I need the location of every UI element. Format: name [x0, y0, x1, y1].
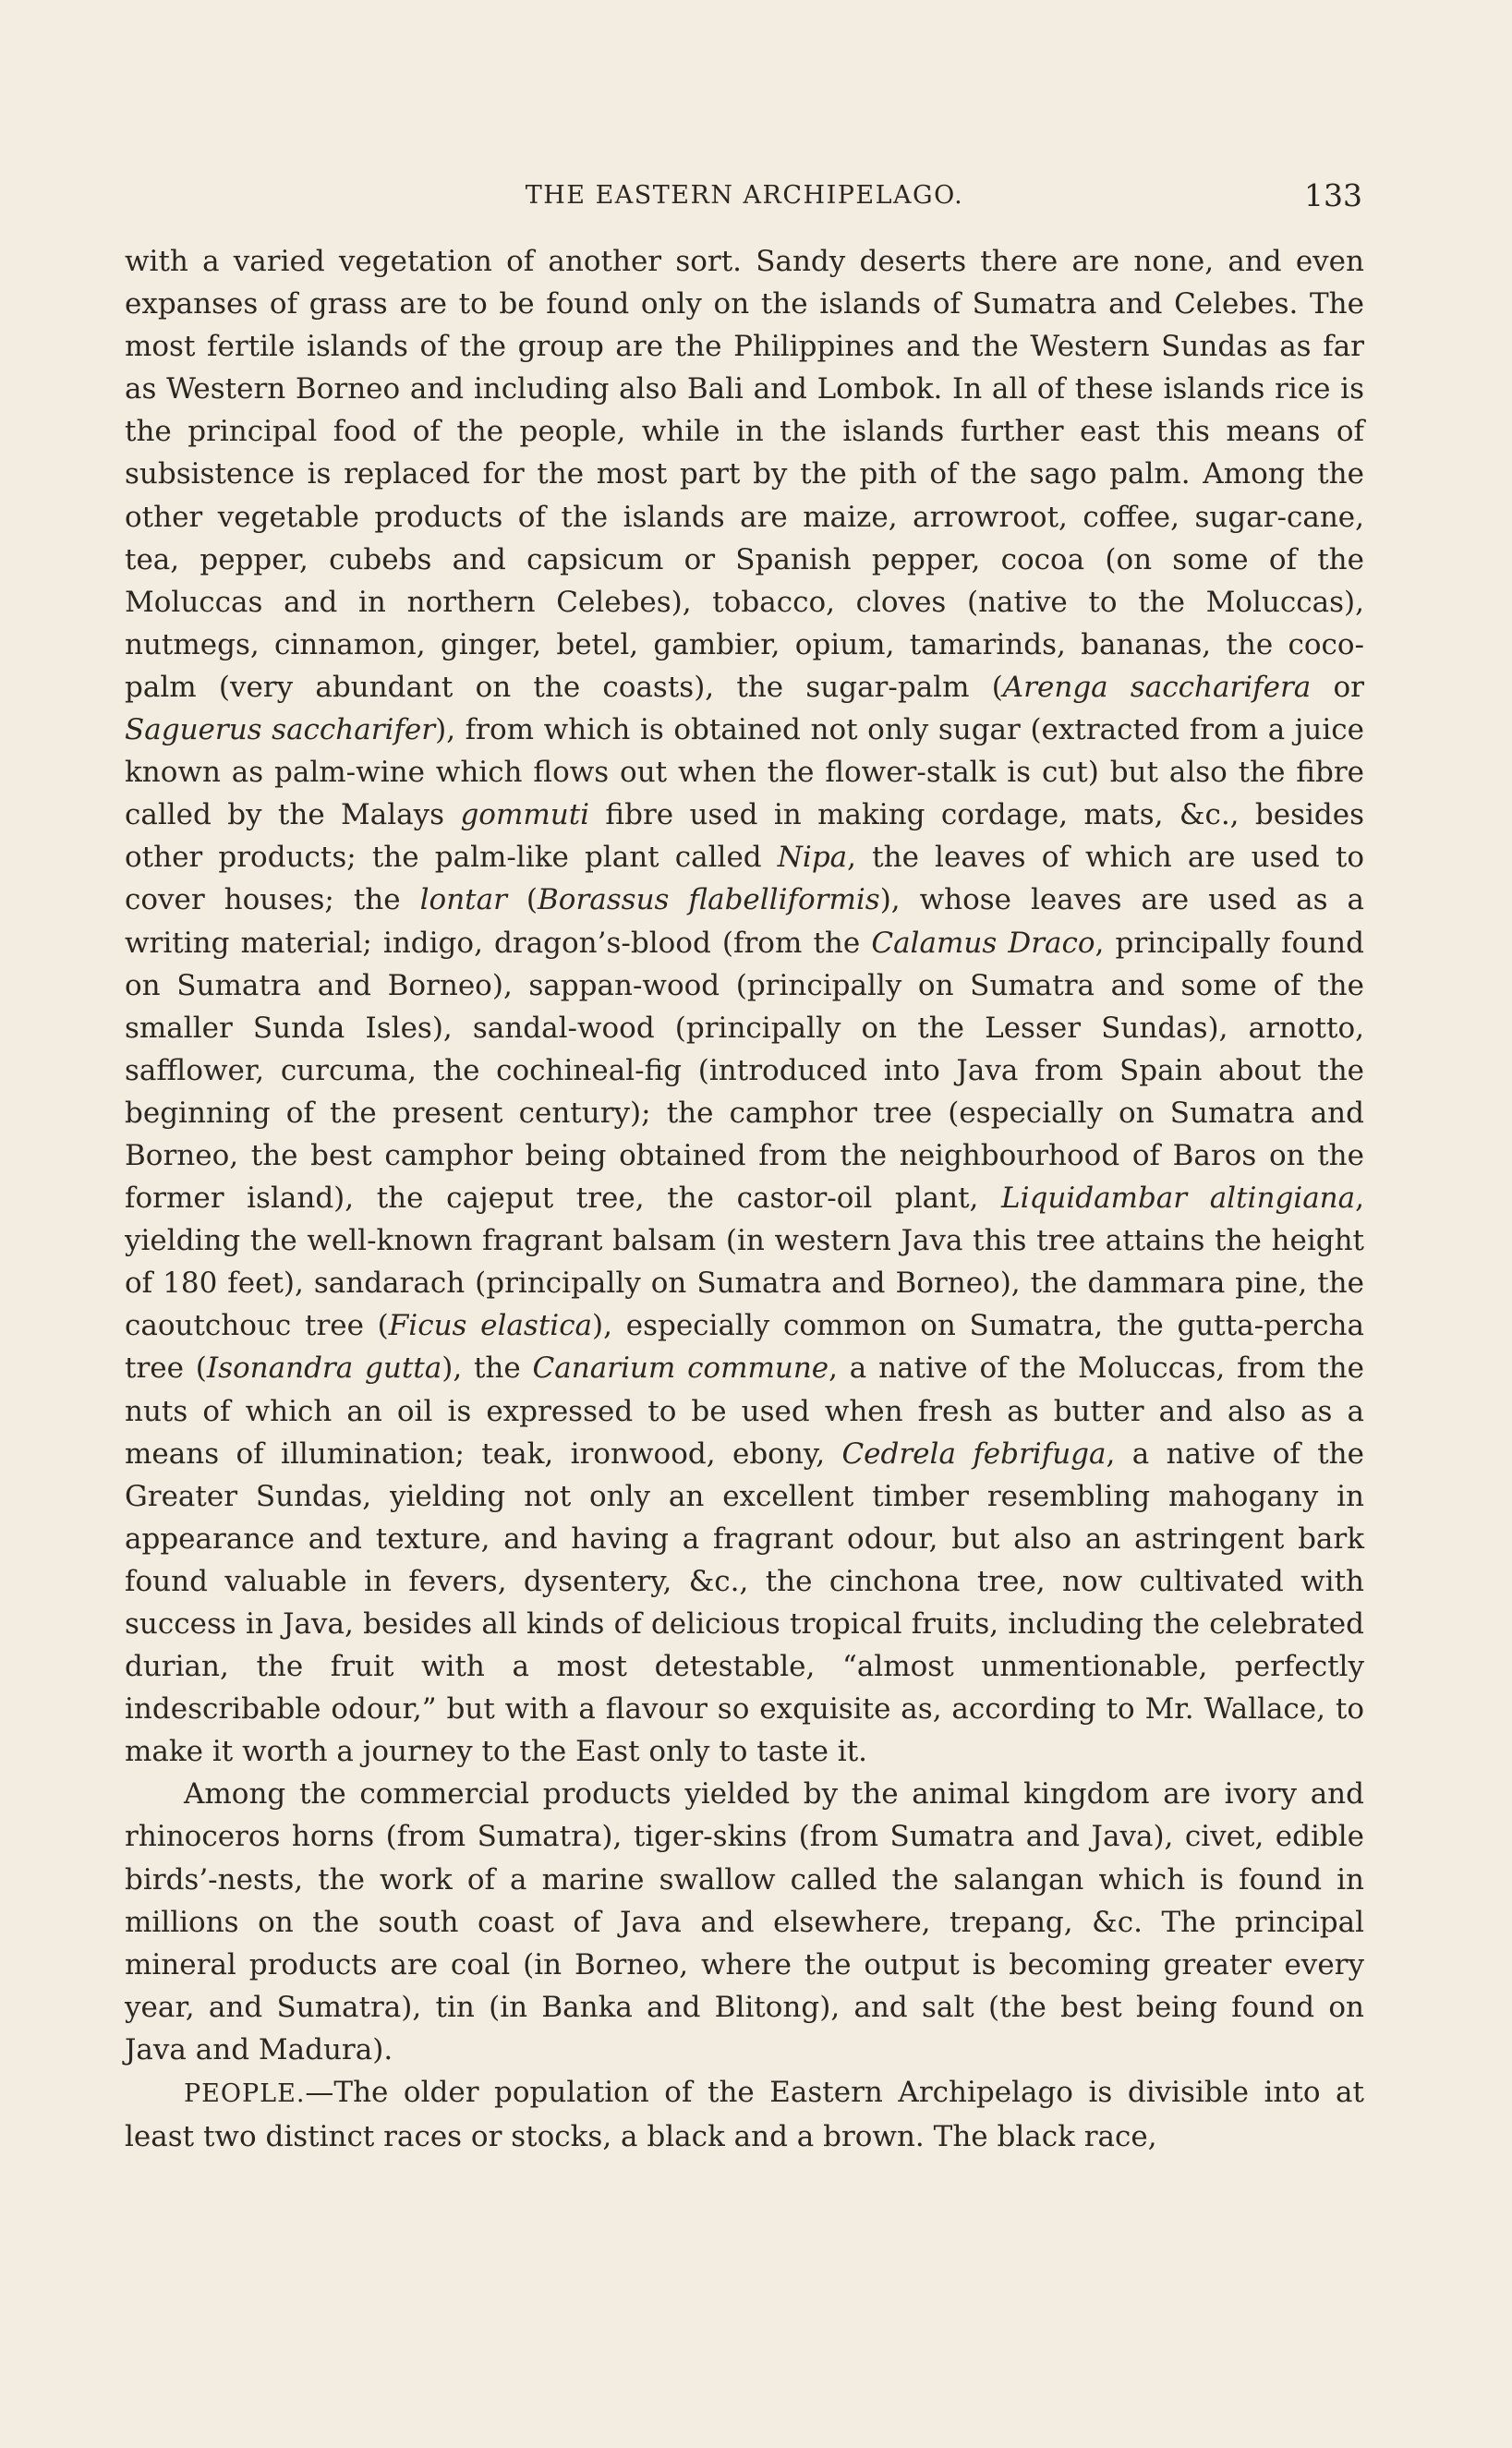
text-run: , a native of the Greater Sundas, yielding not only an excellent timber resembling mahogany in appearance and texture, and having a fragrant odour, but also an astringent bark found valuable in fevers, dysentery, &c., the cinchona tree, now cultivated with success in Java, besides all kinds of delicious tropical fruits, including the celebrated durian, the fruit with a most detestable, “almost unmentionable, perfectly indescribable odour,” but with a flavour so exquisite as, according to Mr. Wallace, to make it worth a journey to the East only to taste it. [125, 1436, 1364, 1769]
section-heading: PEOPLE. [184, 2079, 306, 2109]
text-run: ( [506, 883, 538, 917]
page-number: 133 [1304, 177, 1362, 213]
text-run: or [1311, 670, 1364, 704]
italic-term: lontar [419, 883, 507, 917]
italic-term: Arenga saccharifera [1002, 670, 1312, 704]
text-run: ), from which is obtained not only sugar (extracted from a juice known as palm-wine which flows out when the flower-stalk is cut) but also the fibre called by the Malays [125, 713, 1364, 832]
italic-term: Calamus Draco [871, 926, 1095, 960]
text-run: with a varied vegetation of another sort. Sandy deserts there are none, and even expanses of grass are to be found only on the islands of Sumatra and Celebes. The most fertile islands of the group are the Philippines and the Western Sundas as far as Western Borneo and including also Bali and Lombok. In all of these islands rice is the principal food of the people, while in the islands further east this means of subsistence is replaced for the most part by the pith of the sago palm. Among the other vegetable products of the islands are maize, arrowroot, coffee, sugar-cane, tea, pepper, cubebs and capsicum or Spanish pepper, cocoa (on some of the Moluccas and in northern Celebes), tobacco, cloves (native to the Moluccas), nutmegs, cinnamon, ginger, betel, gambier, opium, tamarinds, bananas, the coco-palm (very abundant on the coasts), the sugar-palm ( [125, 245, 1364, 704]
italic-term: Isonandra gutta [206, 1351, 442, 1386]
text-run: —The older population of the Eastern Archipelago is divisible into at least two distinct races or stocks, a black and a brown. The black race, [125, 2076, 1364, 2154]
paragraph-vegetable-products [125, 240, 1364, 1773]
text-run: ), especially common on Sumatra, the gutta-percha tree ( [125, 1309, 1364, 1386]
italic-term: Cedrela febrifuga [841, 1436, 1107, 1471]
italic-term: Borassus flabelliformis [538, 883, 880, 917]
text-run: , a native of the Moluccas, from the nuts of which an oil is expressed to be used when fresh as butter and also as a means of illumination; teak, ironwood, ebony, [125, 1351, 1364, 1471]
running-head: THE EASTERN ARCHIPELAGO. [525, 181, 964, 210]
text-run: , yielding the well-known fragrant balsam (in western Java this tree attains the height of 180 feet), sandarach (principally on Sumatra and Borneo), the dammara pine, the caoutchouc tree ( [125, 1182, 1364, 1343]
italic-term: Canarium commune [532, 1351, 829, 1386]
text-run: , the leaves of which are used to cover houses; the [125, 841, 1364, 917]
italic-term: gommuti [460, 798, 590, 832]
text-run: , principally found on Sumatra and Borneo), sappan-wood (principally on Sumatra and some of the smaller Sunda Isles), sandal-wood (principally on the Lesser Sundas), arnotto, safflower, curcuma, the cochineal-fig (introduced into Java from Spain about the beginning of the present century); the camphor tree (especially on Sumatra and Borneo, the best camphor being obtained from the neighbourhood of Baros on the former island), the cajeput tree, the castor-oil plant, [125, 926, 1364, 1216]
text-run: fibre used in making cordage, mats, &c., besides other products; the palm-like plant called [125, 798, 1364, 875]
italic-term: Saguerus saccharifer [125, 713, 436, 747]
page-header [125, 176, 1364, 216]
paragraph-people [125, 2071, 1364, 2158]
paragraph-animal-mineral-products [125, 1773, 1364, 2071]
text-run: ), whose leaves are used as a writing material; indigo, dragon’s-blood (from the [125, 883, 1364, 960]
body-text [125, 240, 1364, 2158]
italic-term: Ficus elastica [388, 1309, 593, 1343]
text-run: ), the [442, 1351, 533, 1386]
italic-term: Nipa [777, 841, 848, 875]
text-run: Among the commercial products yielded by the animal kingdom are ivory and rhinoceros horns (from Sumatra), tiger-skins (from Sumatra and Java), civet, edible birds’-nests, the work of a marine swallow called the salangan which is found in millions on the south coast of Java and elsewhere, trepang, &c. The principal mineral products are coal (in Borneo, where the output is becoming greater every year, and Sumatra), tin (in Banka and Blitong), and salt (the best being found on Java and Madura). [125, 1777, 1364, 2066]
italic-term: Liquidambar altingiana [1001, 1182, 1356, 1216]
